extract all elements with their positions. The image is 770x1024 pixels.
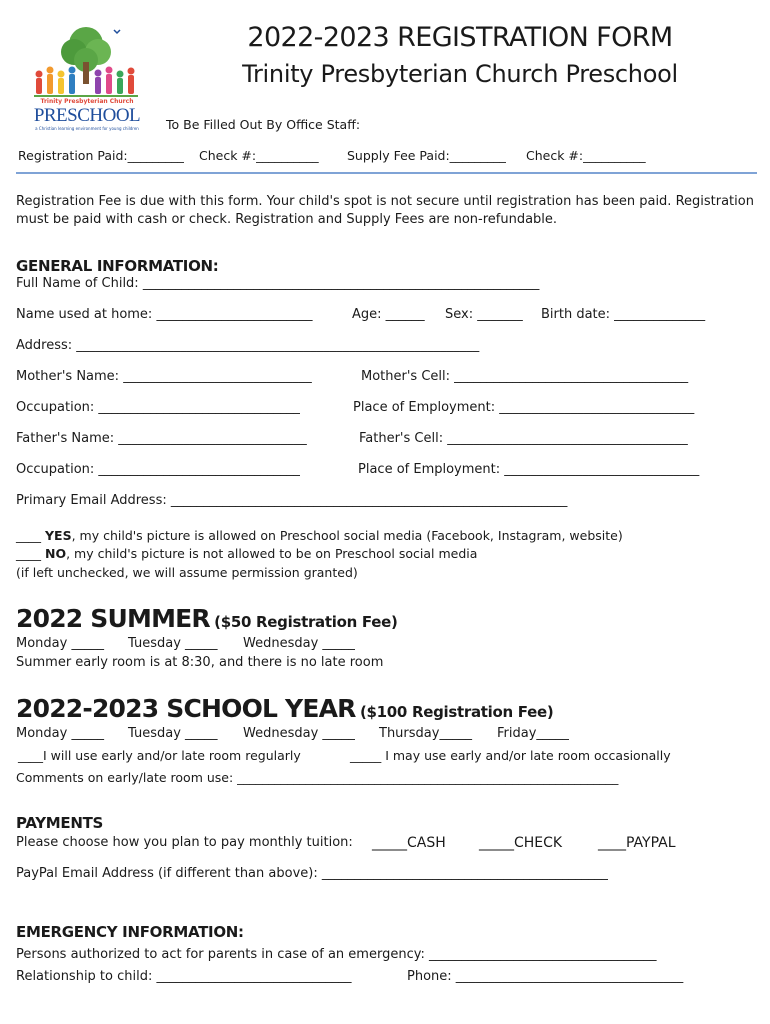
divider (16, 172, 757, 174)
summer-wednesday-field[interactable]: Wednesday _____ (243, 636, 355, 651)
office-staff-label: To Be Filled Out By Office Staff: (166, 117, 361, 132)
supply-fee-paid-field[interactable]: Supply Fee Paid:_________ (347, 148, 506, 163)
address-field[interactable]: Address: ______________________________________________________________ (16, 338, 480, 353)
school-wednesday-field[interactable]: Wednesday _____ (243, 726, 355, 741)
media-yes-option[interactable] (16, 528, 623, 544)
father-employment-field[interactable]: Place of Employment: ______________________________ (358, 462, 700, 477)
logo-main-text: PRESCHOOL (33, 105, 141, 126)
media-yes-blank: ____ (16, 528, 45, 543)
preschool-logo (28, 22, 146, 134)
summer-note: Summer early room is at 8:30, and there is no late room (16, 655, 384, 670)
registration-paid-field[interactable]: Registration Paid:_________ (18, 148, 184, 163)
school-tuesday-field[interactable]: Tuesday _____ (128, 726, 218, 741)
payment-choice-label: Please choose how you plan to pay monthly tuition: (16, 835, 353, 850)
age-field[interactable]: Age: ______ (352, 307, 425, 322)
school-monday-field[interactable]: Monday _____ (16, 726, 104, 741)
school-year-fee: ($100 Registration Fee) (359, 703, 554, 721)
summer-title: 2022 SUMMER (16, 604, 210, 633)
media-no-label: NO (44, 546, 67, 561)
email-field[interactable]: Primary Email Address: _____________________________________________________________ (16, 493, 568, 508)
sex-field[interactable]: Sex: _______ (445, 307, 523, 322)
mother-cell-field[interactable]: Mother's Cell: ____________________________________ (361, 369, 689, 384)
media-yes-label: YES (44, 528, 72, 543)
check-number-field-1[interactable]: Check #:__________ (199, 148, 319, 163)
summer-heading (16, 604, 398, 638)
form-subtitle: Trinity Presbyterian Church Preschool (242, 60, 678, 88)
check-number-field-2[interactable]: Check #:__________ (526, 148, 646, 163)
relationship-field[interactable]: Relationship to child: ______________________________ (16, 969, 352, 984)
summer-monday-field[interactable]: Monday _____ (16, 636, 104, 651)
media-yes-text: , my child's picture is allowed on Preschool social media (Facebook, Instagram, website) (71, 528, 623, 543)
payment-cash-option[interactable]: _____CASH (372, 835, 446, 851)
early-late-occasional-option[interactable]: _____ I may use early and/or late room occasionally (350, 748, 671, 763)
registration-notice: Registration Fee is due with this form. Your child's spot is not secure until registration has been paid. Registration must be paid with cash or check. Registration and Supply Fees are non-refundable. (16, 194, 754, 227)
media-note: (if left unchecked, we will assume permission granted) (16, 565, 358, 580)
full-name-field[interactable]: Full Name of Child: _____________________________________________________________ (16, 276, 540, 291)
school-year-heading (16, 694, 553, 728)
payment-paypal-option[interactable]: ____PAYPAL (598, 835, 676, 851)
father-name-field[interactable]: Father's Name: _____________________________ (16, 431, 307, 446)
name-home-field[interactable]: Name used at home: ________________________ (16, 307, 313, 322)
payment-check-option[interactable]: _____CHECK (479, 835, 563, 851)
mother-name-field[interactable]: Mother's Name: _____________________________ (16, 369, 312, 384)
media-no-blank: ____ (16, 546, 45, 561)
payments-heading: PAYMENTS (16, 814, 104, 832)
emergency-heading: EMERGENCY INFORMATION: (16, 923, 244, 941)
summer-fee: ($50 Registration Fee) (214, 613, 398, 631)
form-title: 2022-2023 REGISTRATION FORM (247, 22, 673, 53)
media-no-text: , my child's picture is not allowed to be on Preschool social media (66, 546, 478, 561)
school-friday-field[interactable]: Friday_____ (497, 726, 569, 741)
logo-top-text: Trinity Presbyterian Church (40, 98, 134, 105)
school-year-title: 2022-2023 SCHOOL YEAR (16, 694, 356, 723)
emergency-phone-field[interactable]: Phone: ___________________________________ (407, 969, 684, 984)
birth-date-field[interactable]: Birth date: ______________ (541, 307, 706, 322)
school-thursday-field[interactable]: Thursday_____ (379, 726, 472, 741)
early-late-regular-option[interactable]: ____I will use early and/or late room regularly (18, 748, 301, 763)
mother-occupation-field[interactable]: Occupation: _______________________________ (16, 400, 300, 415)
emergency-persons-field[interactable]: Persons authorized to act for parents in case of an emergency: ___________________________________ (16, 947, 657, 962)
mother-employment-field[interactable]: Place of Employment: ______________________________ (353, 400, 695, 415)
early-late-comments-field[interactable]: Comments on early/late room use: _____________________________________________________________ (16, 770, 619, 785)
logo-tagline: a Christian learning environment for young children (35, 126, 139, 131)
paypal-email-field[interactable]: PayPal Email Address (if different than above): ____________________________________________ (16, 866, 608, 881)
general-info-heading: GENERAL INFORMATION: (16, 257, 219, 275)
media-no-option[interactable] (16, 546, 477, 562)
father-occupation-field[interactable]: Occupation: _______________________________ (16, 462, 300, 477)
father-cell-field[interactable]: Father's Cell: _____________________________________ (359, 431, 688, 446)
summer-tuesday-field[interactable]: Tuesday _____ (128, 636, 218, 651)
